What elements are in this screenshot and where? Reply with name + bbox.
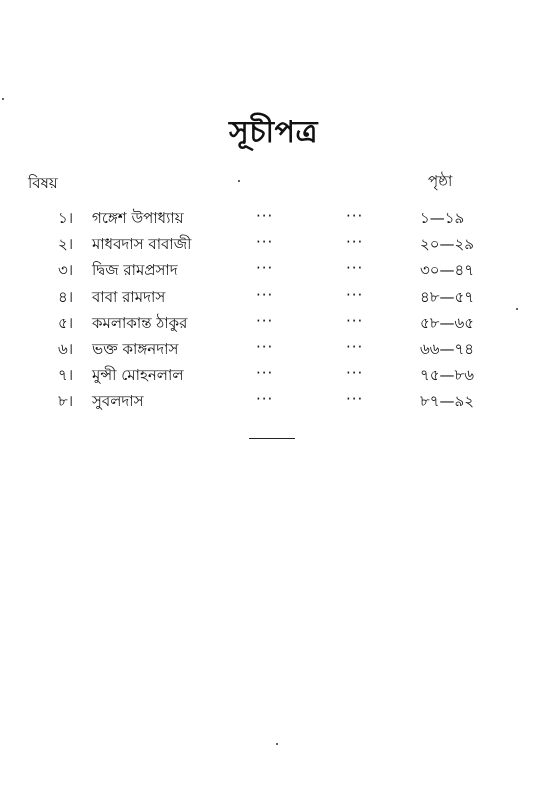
entry-topic: মাধবদাস বাবাজী xyxy=(92,235,192,253)
toc-entry xyxy=(0,233,547,259)
leader-dots: ··· xyxy=(346,364,364,382)
entry-pages: ৫৮—৬৫ xyxy=(420,314,474,332)
toc-entry xyxy=(0,259,547,285)
leader-dots: ··· xyxy=(256,390,274,408)
entry-topic: দ্বিজ রামপ্রসাদ xyxy=(92,261,178,279)
entry-number: ৩। xyxy=(58,261,74,279)
toc-entry xyxy=(0,390,547,416)
entry-number: ৭। xyxy=(58,366,74,384)
leader-dots: ··· xyxy=(256,364,274,382)
entry-pages: ৬৬—৭৪ xyxy=(420,340,474,358)
toc-entry xyxy=(0,364,547,390)
entry-number: ৮। xyxy=(58,392,74,410)
toc-entry xyxy=(0,286,547,312)
entry-topic: মুন্সী মোহনলাল xyxy=(92,366,184,384)
leader-dots: ··· xyxy=(346,207,364,225)
entry-number: ৬। xyxy=(58,340,74,358)
leader-dots: ··· xyxy=(256,312,274,330)
paper-speck xyxy=(238,180,240,182)
leader-dots: ··· xyxy=(256,259,274,277)
entry-pages: ৩০—৪৭ xyxy=(420,261,474,279)
paper-speck xyxy=(276,743,278,745)
entry-pages: ১—১৯ xyxy=(420,209,465,227)
column-header-topic: বিষয় xyxy=(28,174,58,192)
entry-number: ৪। xyxy=(58,288,74,306)
entry-topic: ভক্ত কাঙ্গনদাস xyxy=(92,340,179,358)
toc-entry xyxy=(0,338,547,364)
entry-number: ২। xyxy=(58,235,74,253)
leader-dots: ··· xyxy=(346,233,364,251)
entry-number: ১। xyxy=(58,209,74,227)
entry-topic: কমলাকান্ত ঠাকুর xyxy=(92,314,188,332)
leader-dots: ··· xyxy=(346,286,364,304)
column-header-page: পৃষ্ঠা xyxy=(428,172,453,190)
entry-pages: ৮৭—৯২ xyxy=(420,392,474,410)
entry-topic: সুবলদাস xyxy=(92,392,144,410)
leader-dots: ··· xyxy=(256,338,274,356)
leader-dots: ··· xyxy=(256,286,274,304)
toc-entry xyxy=(0,312,547,338)
entry-pages: ৪৮—৫৭ xyxy=(420,288,474,306)
entry-pages: ৭৫—৮৬ xyxy=(420,366,474,384)
paper-speck xyxy=(2,98,4,100)
toc-entry xyxy=(0,207,547,233)
leader-dots: ··· xyxy=(256,207,274,225)
closing-rule xyxy=(249,438,295,439)
leader-dots: ··· xyxy=(346,390,364,408)
leader-dots: ··· xyxy=(346,338,364,356)
entry-topic: গঙ্গেশ উপাধ্যায় xyxy=(92,209,184,227)
entry-number: ৫। xyxy=(58,314,74,332)
leader-dots: ··· xyxy=(346,312,364,330)
paper-speck xyxy=(516,308,518,310)
leader-dots: ··· xyxy=(346,259,364,277)
page-title: সূচীপত্র xyxy=(229,115,318,150)
entry-pages: ২০—২৯ xyxy=(420,235,474,253)
entry-topic: বাবা রামদাস xyxy=(92,288,166,306)
leader-dots: ··· xyxy=(256,233,274,251)
